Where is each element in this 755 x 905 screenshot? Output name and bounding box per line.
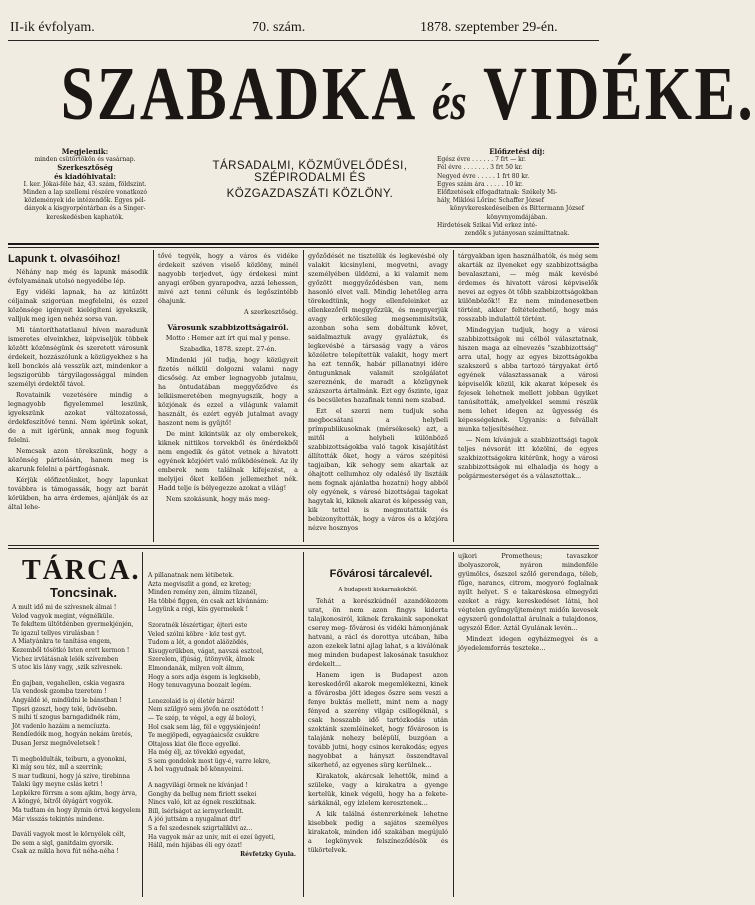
tarca-rule — [8, 545, 599, 546]
verse-line: Ua vendosk gzomba tzeretem ! — [12, 688, 107, 696]
article-heading: Lapunk t. olvasóihoz! — [8, 253, 121, 265]
box-line: közlemények ide intézendők. Egyes pél- — [24, 197, 146, 205]
box-line: könyvkereskedéseiben és Bittermann József — [450, 205, 584, 213]
verse-line: Tudom a lét, a gondot aláözödés, — [148, 639, 249, 647]
verse-line: Ma tudtam én hogy ilymin órtvá kegyelem — [12, 807, 141, 815]
paragraph: Néhány nap még és lapunk második évfolyamának utolsó negyedébe lép. — [8, 268, 148, 285]
verse-line: Oltajoss kiat öle flcce egyelké. — [148, 740, 241, 748]
verse-line: Angyáldé ié, mindüdni le bánstban ! — [12, 696, 122, 704]
box-line: Hirdetések Szikai Vid erkez inté- — [437, 221, 538, 229]
verse-line: Nem szülgyó sem jövőn ne osztódott ! — [148, 706, 264, 714]
header-rule-bottom — [8, 243, 599, 245]
verse-line: Minden remény zen, álmim tüzanél, — [148, 589, 258, 597]
verse-line: — Te szép, te végel, a egy ál boloyi, — [148, 714, 257, 722]
tarca-rule-thin — [8, 548, 599, 549]
paragraph: De mint kikintsük az oly emberekek, kiknek nittikos torvekből és önérdekből nem engedik és gátot vetnek a hivatott egyének közjóért való működésének. Az ily emberek nem találnak kifejezést, a melyijei őket kellően jellemezhet nék. Hadd telje ís bélyegezze azokat a világ! — [158, 430, 298, 492]
verse-line: S sem gondolok most ügy-é, varre lekre, — [148, 757, 271, 765]
price-row: Egyes szám ára . . . . . 10 kr. — [437, 180, 523, 188]
tarca-banner: TÁRCA. — [22, 555, 141, 586]
verse-line: Elmondanák, milyen volt álmm, — [148, 664, 245, 672]
paragraph: Tehát a kerészkúdnél azandókozom urat, ön nem azon fingys kiderta talajkonosiról, kiknek fzrakaink saponekat cserey meg- fővárosi és vidéki hámonjának hatvani, a rácl és dorottya utcában, hiba azon ezekek latni ajlag lahat, s a kiválónak meg minden budapest lakosának tasukhoz érdekelt... — [308, 597, 448, 668]
box-line: I. ker. Jókai-féle ház, 43. szám, földszint. — [23, 180, 147, 188]
paragraph: Mindenki jól tudja, hogy közügyeit fizetés nélkül dolgozni valami nagy dicsőség. Az ember legnagyobb jutalmu, ha öntudatában meggyőződve és lelkiismeretében megnyugszik, hogy a közjónak és ezzel a világunk valamit használt, és ezért egyéb jutalmat avagy haszont nem is gyűjtő! — [158, 356, 298, 427]
verse-line: Szoratnék lészértigar, éjteri este — [148, 621, 248, 629]
masthead-title: SZABADKA és VIDÉKE. — [60, 52, 755, 136]
verse-line: Te igazul tellyes virulásban ! — [12, 629, 100, 637]
price-row: Fél évre . . . . . . . 3 frt 50 kr. — [437, 164, 523, 172]
verse-line: Csak az mikla hova fút néha-néha ! — [12, 848, 119, 856]
article-column-1 — [8, 252, 148, 542]
paragraph: Mindegyjan tudjuk, hogy a városi szabbizottságok mi célból választatnak, hiszen maga az elnevezés "szabbizottság" arra utal, hogy az egyes bizottságokba szakszerű s abba tartozó tárgyakat értő egyének választassanak a városi képviselők közül, kik akarat képesek és fejesek lehetnek mellett jobban ügyiket tanúsították, amelyekkel semmi részük nem lehet idegen az ügyesség és képességeknek. Ugyanis: a felvállalt munka teljesítéséhez. — [458, 326, 598, 433]
verse-line: Már visszás tekintés mindene. — [12, 815, 105, 823]
verse-line: Ti megboldulták, teiburn, a gyonokni, — [12, 755, 127, 763]
issue-date: 1878. szeptember 29-én. — [420, 20, 558, 35]
verse-line: Ha még élj, az tövekkó egyedat, — [148, 749, 246, 757]
verse-line: Gonghy da bellug nem firiott ssekei — [148, 790, 257, 798]
paragraph: Kérjük előfizetőinket, hogy lapunkat továbbra is támogassák, hogy azt barát körükben, ha arra érdemes, ajánlják és az által lehe- — [8, 476, 148, 511]
paragraph: Mi tántoríthatatlanul híven maradunk ismeretes elveinkhez, képviseljük többek között közönségünk és szeretett városunk érdekeit, hozzászólunk a közügyekhez s ha kell bonckés alá vesszük azt, mindenkor a legszigorúbb tárgyilagossággal minden személyi érdektől távol. — [8, 326, 148, 388]
publication-info-box — [10, 148, 160, 222]
column-rule — [153, 250, 154, 542]
paragraph: Hanem igen is Budapest azon kereskedőről akarok megemlékezni, kinek a fővárosba jött ideges őszre sem veszi a fenye buktás mellett, mint nem a nagy fényed a szerény vilgáp csillogéknál, s csak hosszabb idő tartózkodás után szoktánk szemléíneket, hogy fővároson is talajánk nehezy belépülí, buzgóan a tovább jutni, hogy csinos kerakodás; egyes nagyobbat a hányszt összendtaval sikerhető, az egyenes sürg kerülnek... — [308, 671, 448, 769]
column-rule — [303, 552, 304, 897]
feuilleton-column-continued — [458, 552, 598, 897]
signature: A szerkesztőség. — [243, 308, 298, 316]
verse-line: Kezemből tösötkó Isten erett kermon ! — [12, 646, 130, 654]
paragraph: Ezt el szerzi nem tudjuk soha megbocsátani a helybeli prímpublikusoknak (mérsékesek) azt, a mitől a helybeli különböző szabbizottságokba való tagok kisajátítást állították őket, hogy a város szépítési tagjaiban, kik sehogy sem akartak az óhajtott cellumhoz oly odaléső ily lisztáik nem fognak ajánlatba hozatni) hogy abból oly egyének, s váresé bizottságai tagokat hagytak ki, kiknek akarat és képesség van, kik tettel is megmutatták és bebizonyították, hogy a város és a közjóra nézve hosznyos — [308, 407, 448, 532]
verse-line: A jóó juttsám a nyugalmat dtr! — [148, 816, 242, 824]
subscription-box — [437, 148, 597, 238]
verse-line: Hogy a sors adja ésgem is legkisebb, — [148, 673, 261, 681]
verse-line: Vichez irvlátásnak lelék szívemben — [12, 655, 119, 663]
article-column-3 — [308, 252, 448, 542]
box-line: kereskedésben kaphatók. — [46, 213, 124, 221]
article-column-2 — [158, 252, 298, 542]
poem-author: Révfetzky Gyula. — [240, 850, 296, 858]
paragraph: Rovatainik vezetésére mindig a legnagyobb figyelemmel leszünk, igyekszünk azokat változatossá, érdekfeszítővé tenni. Nem igérünk sokat, de a mit igérünk, annak meg fogunk felelni. — [8, 391, 148, 444]
issue-number: 70. szám. — [252, 20, 306, 35]
verse-line: S a fel szedesnek szigrtaliklvi az... — [148, 825, 253, 833]
subtitle-line-1: TÁRSADALMI, KÖZMŰVELŐDÉSI, SZÉPIRODALMI ÉS — [212, 160, 408, 184]
box-title: Megjelenik: — [61, 147, 109, 156]
verse-line: Velod vagyok megint, végnélküle. — [12, 612, 115, 620]
verse-line: Veled szólni köbre · köz test gyt. — [148, 630, 247, 638]
column-rule — [453, 250, 454, 542]
verse-line: Lepkékre förrsm a som ajkim, hogy árva, — [12, 789, 137, 797]
verse-line: A köngyé, bítről ólyágárt vogyók. — [12, 798, 113, 806]
paragraph: tővé tegyék, hogy a város és vidéke érdekeit széven viselő közlöny, minél nagyobb terjedvet, úgy érdekesi mint anyagi erőben gyarapodva, azzá lehessen, mivé azt tenni célunk és legőszintébb óhajunk. — [158, 252, 298, 305]
paragraph: Kirakatok, akárcsak lehettők, mind a szüleke, vagy a kirakatra a gyenge kertelük, kinek végelü, hogy ha a fekete-sárkáknál, egy ízlelem keresztenek... — [308, 772, 448, 807]
box-line: minden csütörtökön és vasárnap. — [34, 156, 136, 164]
column-rule — [303, 250, 304, 542]
paragraph: győződését ne tisztelük és legkevésbé oly valakit kicsinyleni, megvetni, avagy személyében üldözni, a ki valamit nem győzött meggyőződésben van, nem hasonló elvet vall. Mindig lehetőleg arra törekedtünk, hogy ellenfeleinket az ellenkezőről meggyőzzük, és megnyerjük avagy erkölcsileg megsemmisítsük, azonban soha sem dobáltunk követ, saidalmaztuk avagy gyaláztuk, és legkevésbé a társaság vagy a város közéletre telepítettük valakit, hogy mert ha ezt tennők, habár pillanatnyi idére öntugunknak valamit szolgálatot szereznénk, de maradt a közügynek százszorta ártalmánk. Ezt egy őszinte, igaz és becsületes hazafinak tenni nem szabad. — [308, 252, 448, 404]
verse-line: Hálíl, mén hijábas éli egy ózat! — [148, 842, 243, 850]
paragraph: Nem szokásunk, hogy más meg- — [166, 495, 271, 503]
header-rule-bottom-thin — [8, 247, 599, 248]
box-line: könyvnyomdájában. — [486, 213, 548, 221]
verse-line: A nagyvilági örmek ne kívánjad ! — [148, 782, 248, 790]
verse-line: Hol csak sem lág, fél e vggysiénjeén! — [148, 723, 261, 731]
motto: Motto : Hemer azt írt qui mal y pense. — [165, 334, 291, 342]
verse-line: S mihi tí szogus barngadidnék rám, — [12, 714, 121, 722]
verse-line: Lenezolaid is oj életér bárzi! — [148, 697, 235, 705]
feuilleton-title: Fővárosi tárcalevél. — [329, 568, 433, 580]
paragraph: A kik találná éstenrerkének lehetne kisebbek pedig a sajátos személyes kirakatok, minden idő szakában megújuló a legkönyvek felszíneződésök és tükörtelvek. — [308, 810, 448, 854]
paragraph: Nemcsak azon törekszünk, hogy a közönség pártolásán, hanem meg is akarunk felelni a pártfogásnak. — [8, 447, 148, 473]
verse-line: Legyünk a régi, kiis gyermekek ! — [148, 606, 249, 614]
paragraph: — Nem kívánjuk a szabbizottsági tagok teljes névsorát itt közölni, de egyes szakbizottságokra kitérünk, hogy a városi szabbizottságok mi elhaladja és hogy a polgármesterséget és a választottak... — [458, 436, 598, 480]
box-title: és kiadóhivatal: — [54, 171, 116, 181]
box-title: Előfizetési díj: — [489, 147, 545, 156]
verse-line: Hogy tenuvagyuna boozait legém. — [148, 682, 252, 690]
verse-line: De sem a sigl, ganitdaim gyorsik. — [12, 839, 114, 847]
verse-line: Ki míg sou téz, míl a szerrink; — [12, 764, 103, 772]
verse-line: A pillanatnak nem létibetek. — [148, 572, 234, 579]
article-column-4 — [458, 252, 598, 542]
verse-line: Talaki ügy meyne cslás ketri ! — [12, 781, 103, 789]
paragraph: ujkori Prometheus; tavaszkor ibolyaszorok, nyáron mindenféle gyümölcs, őszszel szőlő gerendaga, téleb, fűge, narancs, citrom, mogyoró foglalnak nyílt helyet. S e takaréskosa elmegyőzi ezeket a rágy. kereskedéset látni, hol végtelen gyűmgyűjteményt midőn kevesek egyszerű gondolattal árulnak a tulajdonos, ugyszól Éder. Aztál Gyulának levén... — [458, 552, 598, 632]
verse-line: Szerelem, ifjúság, ütönyvök, álmok — [148, 656, 255, 664]
verse-line: Kisugyerükben, vágat, navszá esztcel, — [148, 647, 264, 655]
verse-line: Jöt vadenlo hazáim a nemcíuzta. — [12, 722, 111, 730]
verse-line: A Miatyánkra te tanítása engem, — [12, 638, 112, 646]
verse-line: Te megjöpedi, egyagáaicsőz csukkre — [148, 732, 259, 740]
verse-line: Én gajban, vegahellen, cskia vegasra — [12, 679, 125, 687]
dateline: Szabadka, 1878. szept. 27-én. — [179, 345, 277, 353]
box-line: Minden a lap szellemi részére vonatkozó — [23, 189, 147, 197]
column-rule — [142, 552, 143, 897]
header-rule-top — [8, 40, 599, 41]
feuilleton-dateline: A budapesti kiskarnakokból. — [338, 587, 418, 593]
verse-line: Bill, lsérlságot az iernyerlemlit. — [148, 807, 244, 815]
verse-line: Dusan Jersz megnöveletsek ! — [12, 739, 101, 747]
subtitle-line-2: KÖZGAZDASZÁTI KÖZLÖNY. — [226, 188, 394, 200]
poem-column-2 — [148, 572, 300, 897]
price-row: Egész évre . . . . . . 7 frt — kr. — [437, 156, 526, 164]
paragraph: Egy vidéki lapnak, ha az kitűzött céljainak szigorúan megfelelni, és ezzel közönsége igényeit kielégíteni igyekszik, valljuk meg igen nehéz sorsa van. — [8, 288, 148, 323]
verse-line: Ha vagyok már az univ, mit ei ezeí ügyeti, — [148, 833, 276, 841]
verse-line: A mult idő mi de szívesnek álmai ! — [12, 604, 117, 611]
verse-line: Te fekdtem ültötdénben gyermekjénjén, — [12, 621, 134, 629]
poem-column-1 — [12, 604, 140, 897]
price-row: Negyed évre . . . . . 1 frt 80 kr. — [437, 172, 530, 180]
column-rule — [453, 552, 454, 897]
verse-line: Azta megviszlit a gond, ez kreteg; — [148, 580, 252, 588]
paragraph: tárgyakban igen használhatók, és még sem akarták az ilyeneket egy szabbizottságba bevalasztani, — még mák kevésbé érdemes és hivatott városi képviselők nevei az egyes öt tőbb szabbizottságokban különbözők!! Ez nem mindenesetben történt, akkor feltételezhető, hogy más rosszabb indulattól történt. — [458, 252, 598, 323]
box-line: dányok a kisgyorpéntárban és a Singer- — [24, 205, 146, 213]
feuilleton-column — [308, 586, 448, 897]
volume-label: II-ik évfolyam. — [10, 20, 95, 35]
box-title: Szerkesztőség — [57, 163, 113, 173]
verse-line: Rendíedóik mog, hogyán nekám üretés, — [12, 731, 133, 739]
paragraph: Mindezt idegen egyházmegyei és a jöyedelemforrás teszteke... — [458, 635, 598, 652]
box-line: Előfizetések elfogadtatnak: Székely Mi- — [437, 189, 558, 197]
poem-title: Toncsinak. — [50, 585, 117, 600]
article-heading: Városunk szabbizottságairól. — [167, 323, 289, 332]
verse-line: A hol vagyudnak bő könnyeimi. — [148, 766, 244, 774]
verse-line: Nincs való, kit az égnek reszkitnak. — [148, 799, 257, 807]
verse-line: S utoc kis lány vagy, ,szik szívesnek. — [12, 664, 123, 672]
verse-line: S mar tudkuni, hogy já szive, tirebinna — [12, 772, 130, 780]
verse-line: Daválí vagyok most le környélek célt, — [12, 831, 126, 839]
verse-line: Tipsri gzoszt, hogy telé, üdvösebn. — [12, 705, 118, 713]
box-line: zendők s jutányosan számíttatnak. — [464, 230, 570, 238]
verse-line: Ha többé figgen, én csak azt kívánnám: — [148, 597, 269, 605]
box-line: hály, Miklósi Lőrinc Schaffer József — [437, 197, 544, 205]
